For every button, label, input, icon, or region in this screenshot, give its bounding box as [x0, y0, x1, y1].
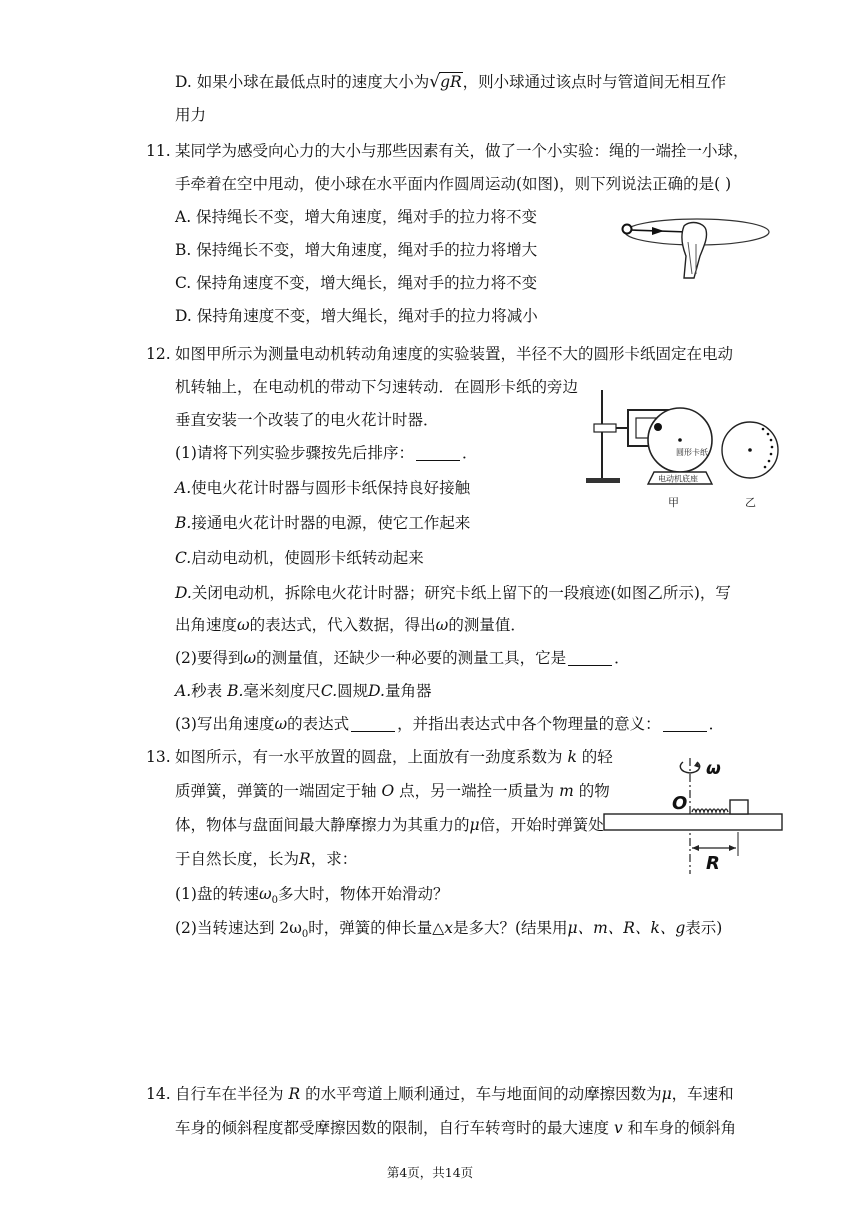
hand — [682, 223, 707, 278]
answer-blank — [663, 715, 707, 732]
base-label: 电动机底座 — [658, 474, 698, 484]
disk-center — [678, 438, 682, 442]
q12-step-d-1: D.关闭电动机，拆除电火花计时器；研究卡纸上留下的一段痕迹(如图乙所示)，写 — [175, 584, 731, 602]
horizontal-disk — [604, 814, 782, 830]
q12-stem-1: 如图甲所示为测量电动机转动角速度的实验装置，半径不大的圆形卡纸固定在电动 — [175, 345, 734, 363]
sqrt-sign: √ — [429, 72, 441, 92]
q12-part-3: (3)写出角速度ω的表达式 ，并指出表达式中各个物理量的意义： ． — [175, 715, 725, 733]
q14-line-1: 自行车在半径为 R 的水平弯道上顺利通过，车与地面间的动摩擦因数为μ，车速和 — [175, 1085, 734, 1103]
q11-option-d: D. 保持角速度不变，增大绳长，绳对手的拉力将减小 — [175, 307, 538, 325]
card-yi-center — [748, 448, 752, 452]
q12-step-c: C.启动电动机，使圆形卡纸转动起来 — [175, 549, 424, 567]
q11-stem-2: 手牵着在空中甩动，使小球在水平面内作圆周运动(如图)，则下列说法正确的是( ) — [175, 175, 732, 193]
ball — [623, 225, 632, 234]
block-m — [730, 800, 748, 814]
q13-line-4: 于自然长度，长为R，求： — [175, 850, 358, 868]
sqrt-gR: gR — [440, 73, 462, 91]
r-arrow-left — [692, 845, 699, 851]
string-arrow — [652, 227, 664, 235]
answer-blank — [568, 649, 612, 666]
q13-part-1: (1)盘的转速$\omega_0$多大时，物体开始滑动？ — [175, 885, 449, 907]
q12-figure-apparatus — [580, 380, 790, 510]
needle-contact — [654, 423, 662, 431]
q10-option-d-cont: 用力 — [175, 106, 207, 124]
q13-number: 13. — [146, 748, 171, 766]
stand-base — [586, 478, 620, 483]
omega-label: ω — [706, 759, 721, 779]
r-label: R — [706, 853, 720, 874]
r-arrow-right — [729, 845, 736, 851]
q12-part-2: (2)要得到ω的测量值，还缺少一种必要的测量工具，它是 ． — [175, 649, 630, 667]
answer-blank — [351, 715, 395, 732]
q12-part-1: (1)请将下列实验步骤按先后排序： ． — [175, 444, 478, 462]
q13-figure-disk-spring — [600, 752, 790, 878]
o-label: O — [672, 793, 688, 814]
q11-number: 11. — [146, 142, 171, 160]
q12-tools: A.秒表 B.毫米刻度尺C.圆规D.量角器 — [175, 682, 432, 700]
q13-line-2: 质弹簧，弹簧的一端固定于轴 O 点，另一端拴一质量为 m 的物 — [175, 782, 610, 800]
fig-jia-label: 甲 — [668, 496, 679, 509]
q13-part-2: (2)当转速达到 $2\omega_0$时，弹簧的伸长量△x是多大？(结果用μ、m、R、k、g表示) — [175, 919, 723, 941]
q12-stem-3: 垂直安装一个改装了的电火花计时器． — [175, 411, 439, 429]
q11-option-c: C. 保持角速度不变，增大绳长，绳对手的拉力将不变 — [175, 274, 538, 292]
q12-stem-2: 机转轴上，在电动机的带动下匀速转动．在圆形卡纸的旁边 — [175, 378, 579, 396]
q12-step-a: A.使电火花计时器与圆形卡纸保持良好接触 — [175, 479, 471, 497]
q12-number: 12. — [146, 345, 171, 363]
q11-option-b: B. 保持绳长不变，增大角速度，绳对手的拉力将增大 — [175, 241, 538, 259]
stand-clamp — [594, 424, 616, 432]
q11-figure-ball-circle — [612, 198, 772, 288]
q13-line-3: 体，物体与盘面间最大静摩擦力为其重力的μ倍，开始时弹簧处 — [175, 816, 604, 834]
q10-option-d: D. 如果小球在最低点时的速度大小为√gR，则小球通过该点时与管道间无相互作 — [175, 72, 727, 92]
q14-line-2: 车身的倾斜程度都受摩擦因数的限制，自行车转弯时的最大速度 v 和车身的倾斜角 — [175, 1119, 737, 1137]
card-label: 圆形卡纸 — [676, 448, 708, 457]
fig-yi-label: 乙 — [745, 496, 756, 509]
spring — [692, 809, 728, 812]
q11-stem-1: 某同学为感受向心力的大小与那些因素有关，做了一个小实验：绳的一端拴一小球， — [175, 142, 749, 160]
answer-blank — [416, 444, 460, 461]
q11-option-a: A. 保持绳长不变，增大角速度，绳对手的拉力将不变 — [175, 208, 538, 226]
q13-line-1: 如图所示，有一水平放置的圆盘，上面放有一劲度系数为 k 的轻 — [175, 748, 613, 766]
q14-number: 14. — [146, 1085, 171, 1103]
page-footer: 第4页，共14页 — [386, 1165, 474, 1180]
q12-step-d-2: 出角速度ω的表达式，代入数据，得出ω的测量值． — [175, 616, 526, 634]
q12-step-b: B.接通电火花计时器的电源，使它工作起来 — [175, 514, 471, 532]
